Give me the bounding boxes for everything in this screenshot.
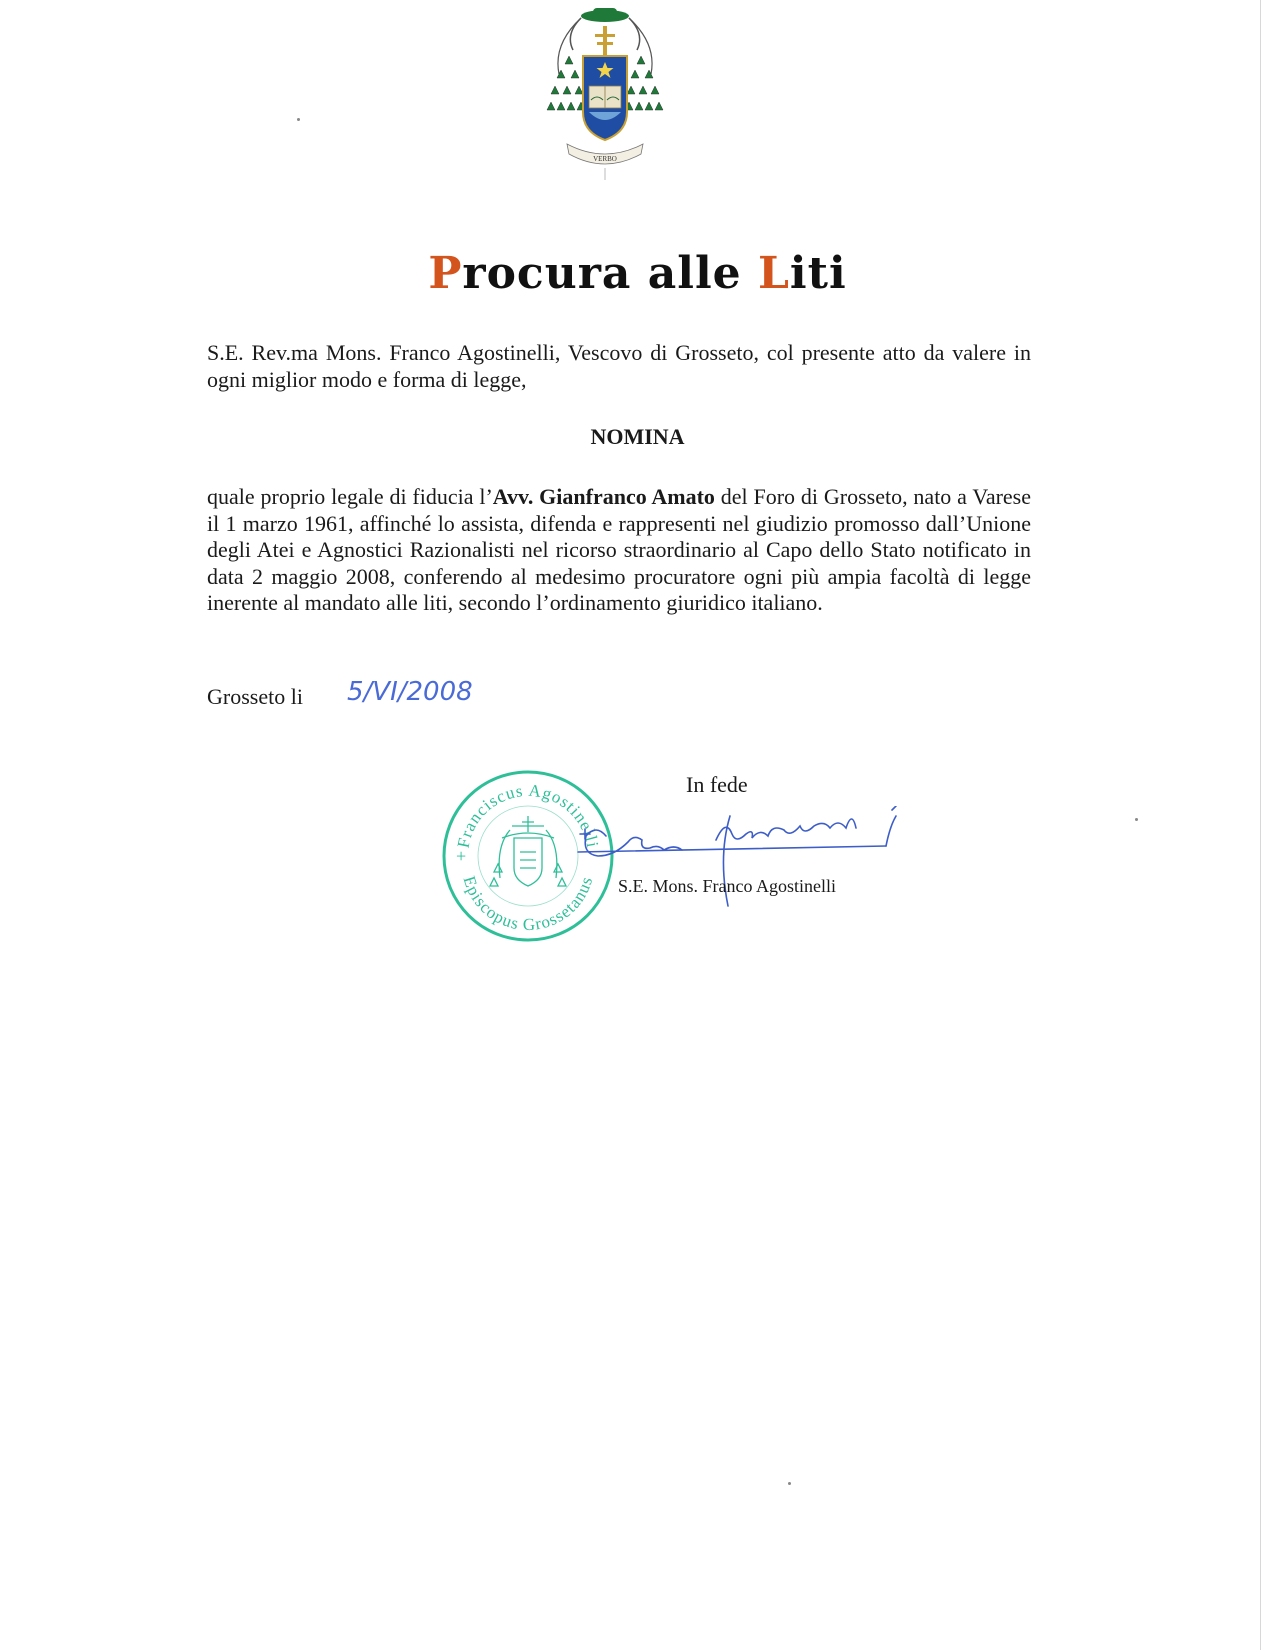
title-part-2: iti bbox=[789, 248, 847, 299]
handwritten-date bbox=[343, 670, 503, 712]
document-title bbox=[0, 248, 1275, 299]
stamp-text-bottom: Episcopus Grossetanus bbox=[459, 873, 597, 935]
lawyer-name: Avv. Gianfranco Amato bbox=[492, 484, 715, 509]
emblem-motto: VERBO bbox=[593, 155, 617, 163]
scan-speck bbox=[1135, 818, 1138, 821]
closing-text: In fede bbox=[686, 772, 748, 797]
title-part-1: rocura alle bbox=[462, 248, 758, 299]
signature bbox=[576, 806, 948, 916]
body-prefix: quale proprio legale di fiducia l’ bbox=[207, 484, 493, 509]
signatory-name: S.E. Mons. Franco Agostinelli bbox=[618, 876, 837, 896]
intro-paragraph: S.E. Rev.ma Mons. Franco Agostinelli, Vescovo di Grosseto, col presente atto da valere in ogni miglior modo e forma di legge, bbox=[207, 340, 1031, 392]
stamp-text-top: Franciscus Agostinelli bbox=[453, 780, 603, 850]
handwritten-date-text: 5/VI/2008 bbox=[347, 677, 473, 707]
title-initial-p: P bbox=[428, 248, 463, 299]
svg-text:+: + bbox=[456, 846, 467, 866]
title-initial-l: L bbox=[757, 248, 790, 299]
scan-speck bbox=[297, 118, 300, 121]
body-rest: del Foro di Grosseto, nato a Varese il 1 marzo 1961, affinché lo assista, difenda e rappresenti nel giudizio promosso dall’Unione degli Atei e Agnostici Razionalisti nel ricorso straordinario al Capo dello Stato notificato in data 2 maggio 2008, conferendo al medesimo procuratore ogni più ampia facoltà di legge inerente al mandato alle liti, secondo l’ordinamento giuridico italiano. bbox=[207, 484, 1031, 615]
nomina-heading: NOMINA bbox=[590, 424, 685, 449]
coat-of-arms-icon bbox=[545, 4, 665, 180]
scan-speck bbox=[788, 1482, 791, 1485]
body-paragraph bbox=[207, 484, 1031, 617]
place-label: Grosseto li bbox=[207, 684, 303, 709]
